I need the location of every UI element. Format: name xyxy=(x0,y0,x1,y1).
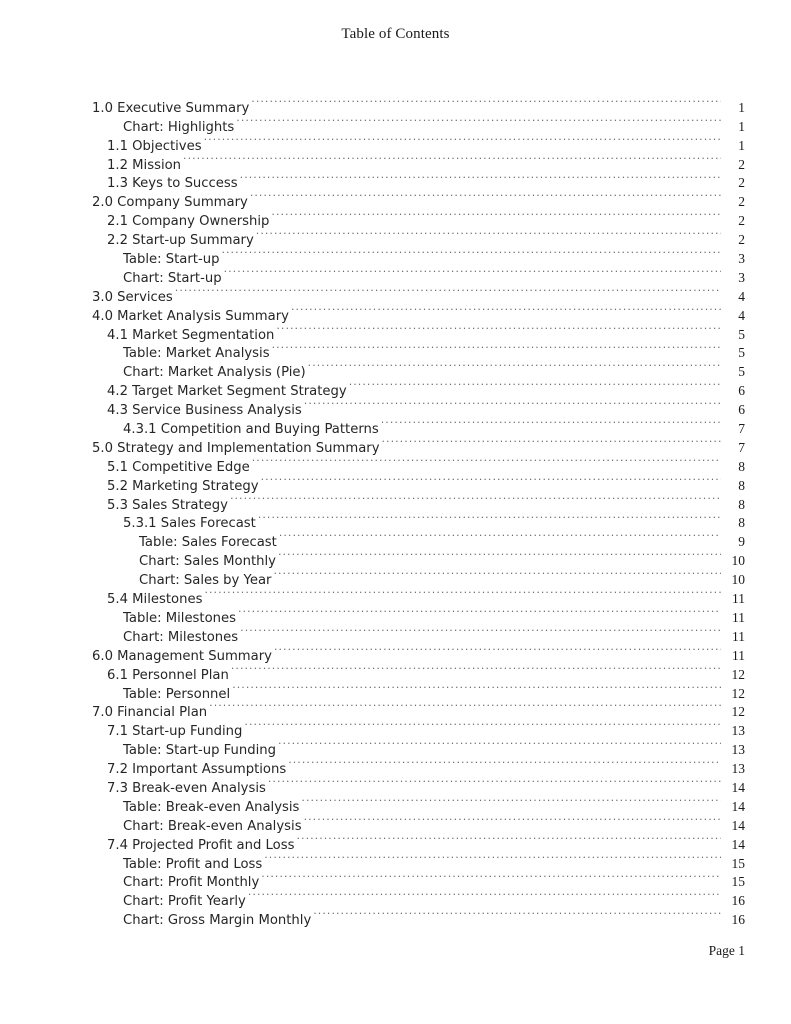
toc-dot-leader xyxy=(268,773,721,792)
toc-dot-leader xyxy=(248,886,721,905)
toc-entry-page-number: 13 xyxy=(731,723,745,739)
toc-dot-leader xyxy=(244,716,721,735)
toc-entry-page-number: 12 xyxy=(731,666,745,682)
toc-dot-leader xyxy=(304,811,721,830)
toc-entry-label: Chart: Market Analysis (Pie) xyxy=(123,365,306,381)
toc-entry-page-number: 7 xyxy=(738,439,745,455)
toc-dot-leader xyxy=(272,339,721,358)
toc-dot-leader xyxy=(274,641,721,660)
toc-dot-leader xyxy=(258,509,721,528)
toc-dot-leader xyxy=(276,320,721,339)
toc-dot-leader xyxy=(232,679,721,698)
toc-entry[interactable] xyxy=(0,830,791,853)
toc-entry-page-number: 10 xyxy=(731,553,745,569)
toc-entry-label: Chart: Sales by Year xyxy=(139,573,272,589)
toc-dot-leader xyxy=(308,357,721,376)
toc-entry-page-number: 9 xyxy=(738,534,745,550)
toc-entry-label: 6.0 Management Summary xyxy=(92,648,272,664)
toc-entry-label: Table: Start-up Funding xyxy=(123,743,276,759)
toc-entry[interactable] xyxy=(0,527,791,551)
toc-entry-label: Chart: Milestones xyxy=(123,629,239,645)
toc-dot-leader xyxy=(313,905,721,924)
toc-entry-label: 7.1 Start-up Funding xyxy=(107,724,243,740)
toc-dot-leader xyxy=(251,93,721,112)
toc-entry-page-number: 8 xyxy=(738,515,745,531)
toc-entry-page-number: 16 xyxy=(731,912,745,928)
toc-entry-label: Chart: Break-even Analysis xyxy=(123,818,302,834)
page-title: Table of Contents xyxy=(341,26,450,42)
toc-entry-page-number: 8 xyxy=(738,477,745,493)
toc-dot-leader xyxy=(291,301,721,320)
toc-entry-label: 1.2 Mission xyxy=(107,157,182,173)
toc-entry-page-number: 14 xyxy=(731,836,745,852)
toc-dot-leader xyxy=(381,414,721,433)
toc-entry-page-number: 14 xyxy=(731,779,745,795)
toc-entry-label: 1.3 Keys to Success xyxy=(107,176,238,192)
toc-dot-leader xyxy=(250,187,721,206)
toc-entry[interactable] xyxy=(0,565,791,589)
toc-entry-label: Table: Profit and Loss xyxy=(123,856,263,872)
toc-dot-leader xyxy=(349,376,721,395)
toc-entry-label: 4.0 Market Analysis Summary xyxy=(92,308,289,324)
toc-entry-page-number: 4 xyxy=(738,288,745,304)
toc-entry-page-number: 12 xyxy=(731,685,745,701)
toc-entry-label: 5.2 Marketing Strategy xyxy=(107,478,259,494)
toc-entry-page-number: 11 xyxy=(732,591,745,607)
toc-entry[interactable] xyxy=(0,546,791,570)
toc-dot-leader xyxy=(204,131,721,150)
toc-entry-page-number: 2 xyxy=(738,194,745,210)
toc-entry-label: 4.2 Target Market Segment Strategy xyxy=(107,384,347,400)
toc-entry-page-number: 2 xyxy=(738,156,745,172)
toc-entry-page-number: 7 xyxy=(738,421,745,437)
toc-dot-leader xyxy=(240,169,721,188)
toc-entry-page-number: 8 xyxy=(738,458,745,474)
toc-entry-label: 7.2 Important Assumptions xyxy=(107,762,287,778)
toc-entry-label: Chart: Profit Monthly xyxy=(123,875,260,891)
toc-dot-leader xyxy=(183,150,721,169)
toc-dot-leader xyxy=(256,225,721,244)
toc-entry[interactable] xyxy=(0,357,791,381)
toc-entry-label: 7.4 Projected Profit and Loss xyxy=(107,837,295,853)
toc-entry-page-number: 2 xyxy=(738,213,745,229)
toc-dot-leader xyxy=(175,282,721,301)
toc-entry[interactable] xyxy=(0,698,791,721)
toc-entry-page-number: 15 xyxy=(731,855,745,871)
toc-dot-leader xyxy=(264,849,721,868)
toc-entry-label: 7.0 Financial Plan xyxy=(92,705,208,721)
toc-dot-leader xyxy=(240,622,721,641)
toc-entry[interactable] xyxy=(0,811,791,834)
page-footer: Page 1 xyxy=(708,943,745,958)
toc-entry-label: Table: Market Analysis xyxy=(123,346,270,362)
toc-entry-page-number: 11 xyxy=(732,647,745,663)
toc-entry-label: 6.1 Personnel Plan xyxy=(107,667,229,683)
toc-entry-page-number: 15 xyxy=(731,874,745,890)
toc-entry-page-number: 13 xyxy=(731,742,745,758)
toc-entry-label: Chart: Highlights xyxy=(123,119,235,135)
toc-dot-leader xyxy=(261,868,721,887)
toc-dot-leader xyxy=(304,395,721,414)
toc-entry-page-number: 14 xyxy=(731,817,745,833)
toc-dot-leader xyxy=(252,452,721,471)
toc-entry-page-number: 14 xyxy=(731,798,745,814)
toc-dot-leader xyxy=(288,754,721,773)
toc-entry-label: 1.1 Objectives xyxy=(107,138,202,154)
toc-entry-page-number: 2 xyxy=(738,175,745,191)
toc-entry-label: 5.4 Milestones xyxy=(107,592,203,608)
toc-entry-page-number: 10 xyxy=(731,572,745,588)
toc-entry[interactable] xyxy=(0,584,791,608)
toc-dot-leader xyxy=(230,490,721,509)
toc-entry[interactable] xyxy=(0,754,791,778)
toc-entry-page-number: 11 xyxy=(732,609,745,625)
toc-entry-label: 5.1 Competitive Edge xyxy=(107,459,250,475)
toc-entry-label: Table: Personnel xyxy=(123,686,231,702)
toc-entry[interactable] xyxy=(0,433,791,456)
toc-entry-label: 4.1 Market Segmentation xyxy=(107,327,275,343)
toc-entry-label: Chart: Start-up xyxy=(123,270,222,286)
toc-entry[interactable] xyxy=(0,905,791,929)
toc-entry-page-number: 13 xyxy=(731,761,745,777)
toc-entry-label: 4.3.1 Competition and Buying Patterns xyxy=(123,422,379,438)
toc-entry-label: 5.3 Sales Strategy xyxy=(107,497,228,513)
toc-entry[interactable] xyxy=(0,868,791,891)
toc-entry-label: Chart: Gross Margin Monthly xyxy=(123,913,312,929)
toc-entry-label: 4.3 Service Business Analysis xyxy=(107,403,302,419)
toc-entry-page-number: 16 xyxy=(731,893,745,909)
toc-entry-label: 5.0 Strategy and Implementation Summary xyxy=(92,440,380,456)
toc-entry[interactable] xyxy=(0,131,791,154)
toc-dot-leader xyxy=(236,112,721,131)
toc-entry-label: Table: Sales Forecast xyxy=(139,535,277,551)
toc-entry-page-number: 12 xyxy=(731,704,745,720)
toc-dot-leader xyxy=(238,603,721,622)
toc-dot-leader xyxy=(231,660,721,679)
toc-entry-label: 7.3 Break-even Analysis xyxy=(107,780,266,796)
toc-dot-leader xyxy=(296,830,721,849)
toc-dot-leader xyxy=(278,735,721,754)
toc-entry[interactable] xyxy=(0,263,791,286)
toc-dot-leader xyxy=(278,546,721,565)
toc-entry-page-number: 2 xyxy=(738,232,745,248)
toc-dot-leader xyxy=(221,244,721,263)
toc-entry-label: Chart: Profit Yearly xyxy=(123,894,246,910)
toc-entry-page-number: 4 xyxy=(738,307,745,323)
toc-dot-leader xyxy=(204,584,721,603)
toc-entry-page-number: 6 xyxy=(738,402,745,418)
toc-entry[interactable] xyxy=(0,376,791,400)
toc-entry-label: 2.0 Company Summary xyxy=(92,195,248,211)
toc-entry-label: 3.0 Services xyxy=(92,289,173,305)
toc-entry-page-number: 3 xyxy=(738,269,745,285)
toc-dot-leader xyxy=(271,206,721,225)
toc-entry[interactable] xyxy=(0,282,791,305)
toc-entry-label: 2.1 Company Ownership xyxy=(107,214,270,230)
toc-entry-page-number: 5 xyxy=(738,326,745,342)
table-of-contents xyxy=(0,93,791,929)
toc-entry-page-number: 3 xyxy=(738,251,745,267)
toc-entry-page-number: 8 xyxy=(738,496,745,512)
toc-dot-leader xyxy=(279,527,721,546)
toc-entry-label: Table: Break-even Analysis xyxy=(123,799,300,815)
toc-entry-page-number: 1 xyxy=(738,118,745,134)
toc-entry-page-number: 6 xyxy=(738,383,745,399)
toc-entry[interactable] xyxy=(0,622,791,645)
toc-entry-page-number: 5 xyxy=(738,364,745,380)
toc-entry-label: Table: Start-up xyxy=(123,252,220,268)
toc-entry-label: 5.3.1 Sales Forecast xyxy=(123,516,256,532)
toc-entry-page-number: 1 xyxy=(738,137,745,153)
toc-entry[interactable] xyxy=(0,641,791,664)
toc-entry-label: Table: Milestones xyxy=(123,610,237,626)
toc-dot-leader xyxy=(224,263,721,282)
toc-entry-label: Chart: Sales Monthly xyxy=(139,554,276,570)
toc-entry-label: 2.2 Start-up Summary xyxy=(107,233,254,249)
toc-entry-page-number: 11 xyxy=(732,628,745,644)
toc-entry-label: 1.0 Executive Summary xyxy=(92,100,250,116)
toc-entry[interactable] xyxy=(0,93,791,116)
toc-entry-page-number: 5 xyxy=(738,345,745,361)
toc-dot-leader xyxy=(261,471,721,490)
toc-dot-leader xyxy=(209,698,721,717)
toc-dot-leader xyxy=(273,565,721,584)
toc-entry[interactable] xyxy=(0,886,791,910)
toc-entry-page-number: 1 xyxy=(738,99,745,115)
toc-dot-leader xyxy=(382,433,722,452)
toc-dot-leader xyxy=(301,792,721,811)
